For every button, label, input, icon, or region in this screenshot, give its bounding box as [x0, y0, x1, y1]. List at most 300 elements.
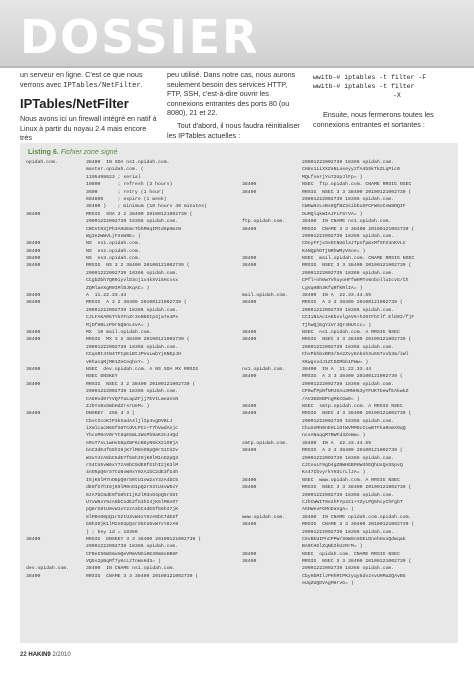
listing-line — [242, 203, 452, 210]
listing-line — [242, 292, 452, 299]
record-owner — [26, 181, 86, 188]
listing-line — [242, 336, 452, 343]
listing-line — [242, 506, 452, 513]
record-owner: 38400 — [26, 211, 41, 217]
record-owner — [242, 455, 302, 462]
listing-line — [26, 248, 232, 255]
record-owner — [242, 307, 302, 314]
record-owner — [242, 344, 302, 351]
text-column-2 — [167, 70, 303, 143]
listing-line — [26, 521, 232, 528]
listing-line — [242, 536, 452, 543]
record-data: RRSIG MX 3 2 38400 20100121002739 ( — [86, 337, 190, 343]
record-owner — [26, 322, 86, 329]
record-data: Ks47IbvyrkYH3crLlJA= ) — [302, 470, 366, 476]
record-data: 20091222002739 18366 opidah.com. — [302, 566, 395, 572]
record-data: master.opidah.com. ( — [86, 167, 144, 173]
record-data: ChuXeMH9nEHLiOtWVMM9cCcwBTFkaRemX9qQ — [302, 426, 406, 432]
record-data: vKhacqNjMK1ZeCeqhxY= ) — [86, 359, 150, 365]
record-owner: 38400 — [242, 522, 257, 528]
record-data: DNSKEY 256 3 3 ( — [86, 411, 135, 417]
record-data: U7vW8xY9zA0bC1dE2fG3hI4jK5lM6nO7 — [86, 499, 179, 505]
record-data: 20091222002739 18366 opidah.com. — [86, 344, 179, 350]
listing-line — [242, 396, 452, 403]
listing-line — [242, 359, 452, 366]
record-data: 38400 IN SOA ns1.opidah.com. — [86, 160, 170, 165]
record-data: CJLFAKARGTYkYFnZr3eN0Stp4ja7e4Ps — [86, 315, 179, 321]
listing-line — [26, 410, 232, 417]
listing-line — [242, 514, 452, 521]
paragraph: Tout d'abord, il nous faudra réinitialiser les IPTables actuelles : — [167, 120, 300, 140]
record-owner — [242, 492, 302, 499]
record-data: AGHWevFGMnDaVgA= ) — [302, 507, 354, 513]
record-data: CWHwHzLsBs6QfBZ3sibbuSFCFWSoCsW8RQIF — [302, 204, 406, 210]
listing-line — [242, 543, 452, 550]
listing-line — [242, 418, 452, 425]
listing-line — [26, 359, 232, 366]
record-owner — [242, 506, 302, 513]
record-data: 20091222002739 18366 opidah.com. — [86, 389, 179, 395]
record-owner: 38400 — [242, 329, 257, 335]
listing-line — [26, 159, 232, 166]
record-owner — [26, 174, 86, 181]
record-data: RRSIG NSEC 3 3 38400 20100121002739 ( — [302, 411, 412, 417]
record-data: 3600 ; retry (1 hour) — [86, 189, 164, 195]
record-owner: dev.opidah.com. — [26, 566, 70, 572]
record-data: K4NQphDTjNRhWMyVSoe= ) — [302, 248, 366, 254]
record-owner — [26, 359, 86, 366]
record-data: RRSIG A 3 2 38400 20100121002739 ( — [86, 300, 187, 306]
section-title: DOSSIER — [20, 10, 260, 64]
listing-line — [26, 418, 232, 425]
record-data: Wg3e2WWVLjFXsW9E= ) — [86, 233, 141, 239]
record-owner: 38400 — [242, 551, 257, 557]
record-data: 20091222002739 18366 opidah.com. — [86, 219, 179, 225]
listing-line — [26, 514, 232, 521]
listing-line — [242, 565, 452, 572]
record-owner — [242, 396, 302, 403]
record-data: dE6fG7hI8jK9lM0nO1pQ2rS3tU4vW5xY — [86, 485, 179, 491]
listing-line — [242, 233, 452, 240]
listing-line — [242, 329, 452, 336]
record-data: CCIiN1Ac1AKbxvlgAV6+h20tFbtlf.ElD02/fjF — [302, 315, 415, 321]
listing-line — [26, 285, 232, 292]
command-line: wwitb-# iptables -t filter -F — [313, 74, 427, 81]
listing-line — [242, 159, 452, 166]
record-data: RRSIG CNAME 3 3 38400 20100121002739 ( — [86, 573, 199, 579]
listing-line — [242, 255, 452, 262]
listing-line — [242, 196, 452, 203]
listing-title: Fichier zone signé — [60, 149, 118, 156]
listing-line — [26, 226, 232, 233]
record-data: RRSIG NSEC 3 3 38400 20100121002739 ( — [302, 559, 412, 565]
record-data: 604800 ; expire (1 week) — [86, 196, 167, 202]
record-data: NSEC ns1.opidah.com. A RRSIG NSEC — [302, 329, 400, 335]
record-owner — [242, 418, 302, 425]
record-owner: 38400 — [242, 256, 257, 262]
listing-line — [26, 344, 232, 351]
record-owner — [26, 277, 86, 284]
record-owner — [242, 381, 302, 388]
record-data: CA6Hvd07YVQ7TaLapZFjj7EVtLmeaVxN — [86, 396, 179, 402]
listing-line — [242, 373, 452, 380]
record-data: 20091222002739 18366 opidah.com. — [302, 455, 395, 461]
listing-line — [242, 174, 452, 181]
record-owner — [26, 307, 86, 314]
record-owner: www.opidah.com. — [242, 514, 286, 520]
listing-line — [26, 529, 232, 536]
listing-line — [26, 573, 232, 580]
listing-line — [242, 366, 452, 373]
record-owner — [242, 469, 302, 476]
listing-line — [26, 277, 232, 284]
listing-line — [26, 174, 232, 181]
record-data: 20091222002739 18366 opidah.com. — [302, 492, 395, 498]
listing-line — [242, 314, 452, 321]
listing-line — [26, 240, 232, 247]
record-data: OuMQlqkWIAJFLFSrVA= ) — [302, 211, 363, 217]
record-data: 10800 ; refresh (3 hours) — [86, 182, 173, 188]
record-owner: 38400 — [242, 300, 257, 306]
record-data: RRSIG SOA 3 2 38400 20100121002739 ( — [86, 211, 193, 217]
listing-line — [26, 396, 232, 403]
record-data: bnC3dE4fG5hI6jK7lM8nO9pQ0rS1tU2v — [86, 448, 179, 454]
record-data: RRSIG DNSKEY 3 3 38400 20100121002739 ( — [86, 536, 202, 542]
listing-line — [242, 248, 452, 255]
record-owner — [242, 248, 302, 255]
listing-line — [242, 403, 452, 410]
record-owner: 38400 — [242, 374, 257, 380]
record-data: CH8o1iiXXZaNLaseyyzfA4b5kTkZLqPic0 — [302, 167, 400, 173]
record-data: 20091222002739 18366 opidah.com. — [86, 270, 179, 276]
record-owner — [26, 558, 86, 565]
record-owner — [242, 285, 302, 292]
record-data: 4nO5pQ6rS7tU8vW9xY0zA1bC2dE3fG4h — [86, 470, 179, 476]
listing-line — [242, 484, 452, 491]
listing-line — [26, 336, 232, 343]
record-data: 20091222002739 18366 opidah.com. — [302, 233, 395, 239]
code-listing — [20, 143, 458, 643]
listing-line — [26, 233, 232, 240]
record-owner: 38400 — [26, 293, 41, 299]
record-owner: 38400 — [26, 381, 41, 387]
record-owner — [26, 543, 86, 550]
record-owner — [242, 233, 302, 240]
record-data: 38400 IN CNAME ns1.opidah.com. — [86, 566, 176, 572]
record-data: 20091222002739 18366 opidah.com. — [302, 270, 395, 276]
record-data: eUqZUQDVAgM6rvG= ) — [302, 581, 354, 587]
record-owner — [242, 565, 302, 572]
listing-line — [242, 344, 452, 351]
record-data: RRSIG NSEC 3 2 38400 20100121002739 ( — [86, 381, 196, 387]
record-data: NS ns2.opidah.com. — [86, 248, 141, 254]
record-data: 20091222002739 18366 opidah.com. — [86, 307, 179, 313]
record-data: 20091222002739 18366 opidah.com. — [302, 160, 395, 165]
listing-line — [242, 462, 452, 469]
record-data: /AV3EEKBPngMkCGw0= ) — [302, 396, 360, 402]
record-owner: 38400 — [242, 337, 257, 343]
inline-code: IPTables/NetFilter — [63, 81, 141, 90]
record-data: MjDfHBLxP9r5Q8nL4vA= ) — [86, 322, 150, 328]
record-owner — [26, 462, 86, 469]
record-owner: mail.opidah.com. — [242, 293, 289, 299]
record-owner — [26, 403, 86, 410]
listing-line — [26, 373, 232, 380]
listing-line — [242, 218, 452, 225]
listing-line — [242, 189, 452, 196]
record-owner: 38400 — [26, 536, 41, 542]
record-owner: 38400 — [26, 300, 41, 306]
record-data: W3xY4zA5bC6dE7fG8hI9jK0lM1nO2pQ3 — [86, 455, 179, 461]
record-data: MQLfoerjYu72UpJlFp= ) — [302, 174, 363, 180]
record-owner: 38400 — [242, 448, 257, 454]
listing-line — [242, 551, 452, 558]
listing-line — [242, 240, 452, 247]
record-owner: 38400 — [242, 403, 257, 409]
listing-line — [26, 211, 232, 218]
listing-line — [26, 166, 232, 173]
record-owner: 38400 — [242, 559, 257, 565]
record-owner — [242, 174, 302, 181]
record-data: BA0tH5lZqNbIkUzRrM= ) — [302, 544, 363, 550]
record-owner: smtp.opidah.com. — [242, 440, 289, 446]
record-owner — [26, 396, 86, 403]
record-owner: 38400 — [242, 182, 257, 188]
record-data: RRSIG A 3 3 38400 20100121002739 ( — [302, 448, 403, 454]
record-owner — [242, 580, 302, 587]
record-owner — [242, 432, 302, 439]
record-data: iXmlcacN65fS6TCdVLPCc+T7hVwdAnjc — [86, 426, 179, 432]
record-owner — [26, 233, 86, 240]
text-column-3 — [313, 70, 453, 132]
magazine-name: HAKIN9 — [28, 652, 51, 658]
listing-line — [26, 189, 232, 196]
record-data: 38400 IN A 11.22.33.44 — [302, 366, 372, 372]
record-owner — [26, 270, 86, 277]
record-owner — [26, 469, 86, 476]
listing-column-right — [242, 159, 452, 588]
paragraph: Nous avons ici un firewall intégré en natif à Linux à partir du noyau 2.4 mais encore très — [20, 114, 157, 143]
listing-line — [26, 506, 232, 513]
listing-line — [26, 181, 232, 188]
record-data: CFBeIS6WSmvmQeVMmVNGi0E30m8oHB8F — [86, 551, 179, 557]
command-line: -X — [393, 92, 401, 99]
listing-line — [26, 536, 232, 543]
listing-line — [26, 462, 232, 469]
record-data: 38400 IN A 22.33.44.55 — [302, 293, 372, 299]
listing-line — [26, 440, 232, 447]
paragraph: peu utilisé. Dans notre cas, nous aurons seulement besoin des services HTTP, FTP, SSH, c'est-à-dire ouvrir les connexions entrantes des ports 80 (ou 8080), 21 et 22. — [167, 70, 296, 118]
listing-line — [242, 580, 452, 587]
record-owner — [26, 514, 86, 521]
paragraph: Ensuite, nous fermerons toutes les connexions entrantes et sortantes : — [313, 110, 434, 129]
record-owner — [242, 425, 302, 432]
record-owner — [26, 484, 86, 491]
listing-line — [242, 307, 452, 314]
listing-line — [26, 551, 232, 558]
listing-line — [26, 218, 232, 225]
record-data: RRSIG CNAME 3 3 38400 20100121002739 ( — [302, 226, 415, 232]
listing-line — [242, 499, 452, 506]
listing-line — [242, 573, 452, 580]
listing-line — [242, 381, 452, 388]
listing-line — [26, 329, 232, 336]
listing-line — [242, 432, 452, 439]
listing-line — [26, 314, 232, 321]
listing-line — [26, 425, 232, 432]
record-data: ChsPbhbxBR3/5e2ZvyKnbnh3u557xvb3m/iWl — [302, 352, 409, 358]
listing-line — [26, 270, 232, 277]
listing-line — [242, 181, 452, 188]
record-data: CP9wfPpNfNMJGnu3MNH53yYFUKTbewfEAkwkZ — [302, 389, 409, 395]
record-owner — [26, 226, 86, 233]
record-data: 38400 ) ; minimum (10 hours 40 minutes) — [86, 204, 207, 210]
record-data: 20091222002739 18366 opidah.com. — [302, 307, 395, 313]
record-data: 8lM9nO0pQ1rS2tU3vW4xY5zA6bC7dE8f — [86, 514, 179, 520]
paragraph — [20, 70, 160, 91]
record-owner: 38400 — [242, 263, 257, 269]
record-owner — [26, 418, 86, 425]
record-data: NSEC smtp.opidah.com. A RRSIG NSEC — [302, 403, 403, 409]
record-data: CbyHbMIlJPHhMtPKzyqy6dvzsvUHMaZQAvBG — [302, 573, 406, 579]
record-owner — [26, 218, 86, 225]
record-data: pQ8rS9tU0vW1xY2zA3bC4dE5fG6hI7jK — [86, 507, 179, 513]
record-owner — [26, 203, 86, 210]
section-banner — [0, 0, 474, 68]
record-owner — [242, 543, 302, 550]
record-data: ZQMlaeXgR0IMlDJKqAC= ) — [86, 285, 150, 291]
record-owner: 38400 — [26, 248, 41, 254]
record-owner — [242, 529, 302, 536]
record-owner: 38400 — [26, 366, 41, 372]
listing-line — [242, 285, 452, 292]
record-data: 20091222002739 18366 opidah.com. — [302, 344, 395, 350]
record-owner — [242, 203, 302, 210]
record-owner: 38400 — [26, 263, 41, 269]
listing-line — [26, 447, 232, 454]
listing-line — [242, 351, 452, 358]
listing-line — [26, 565, 232, 572]
listing-line — [26, 322, 232, 329]
text-column-1 — [20, 70, 160, 146]
record-data: TjhwQjEgYiVrJQr4NUtcc= ) — [302, 322, 372, 328]
record-data: 20091222002739 18366 opidah.com. — [302, 529, 395, 535]
record-data: I5jK6lM7nO8pQ9rS0tU1vW2xY3zA4bC5 — [86, 477, 179, 483]
record-owner — [242, 322, 302, 329]
record-data: 20091222002739 18366 opidah.com. — [86, 544, 179, 550]
record-owner — [242, 166, 302, 173]
listing-line — [26, 558, 232, 565]
record-owner: ns1.opidah.com. — [242, 366, 286, 372]
record-data: 38400 IN CNAME ns1.opidah.com. — [302, 219, 392, 225]
listing-line — [242, 262, 452, 269]
listing-line — [242, 388, 452, 395]
page-number: 22 — [20, 652, 27, 658]
listing-line — [26, 388, 232, 395]
listing-line — [242, 455, 452, 462]
listing-caption — [28, 149, 118, 156]
record-data: CPfl+nh0w7VhuyoHFfWHMTo6nbolluIcvG/Ch — [302, 278, 409, 284]
record-data: CJhCWWIT9e2hFYp3z1+YZyLPQ5hcyChFgbT — [302, 499, 403, 505]
listing-line — [26, 432, 232, 439]
listing-line — [26, 381, 232, 388]
record-data: ) ; key id = 18366 — [86, 529, 138, 535]
record-data: 20091222002739 18366 opidah.com. — [302, 196, 395, 202]
listing-line — [242, 558, 452, 565]
record-owner — [26, 285, 86, 292]
record-data: LgVqHBh3KfqRfKRlIA= ) — [302, 285, 363, 291]
record-data: MX 10 mail.opidah.com. — [86, 329, 153, 335]
record-data: rS4tU5vW6xY7zA8bC9dE0fG1hI2jK3lM — [86, 463, 179, 469]
record-owner — [242, 359, 302, 366]
listing-line — [26, 366, 232, 373]
record-data: RRSIG NSEC 3 3 38400 20100121002739 ( — [302, 263, 412, 269]
record-owner — [242, 314, 302, 321]
record-owner — [26, 440, 86, 447]
record-owner: 38400 — [26, 337, 41, 343]
record-owner — [242, 196, 302, 203]
record-data: NSEC DNSKEY — [86, 374, 118, 380]
record-owner — [242, 462, 302, 469]
record-data: A 11.22.33.44 — [86, 293, 127, 299]
listing-line — [242, 529, 452, 536]
record-data: 38400 IN CNAME opidah.com.opidah.com. — [302, 514, 412, 520]
record-data: CCqsBt4tN4TFtpEiBtJPVuLwbYjKNEpJH — [86, 352, 181, 358]
record-owner: ftp.opidah.com. — [242, 219, 286, 225]
listing-line — [26, 307, 232, 314]
record-owner — [26, 521, 86, 528]
record-owner — [26, 166, 86, 173]
banner-divider — [0, 66, 474, 68]
listing-line — [26, 477, 232, 484]
record-owner: 38400 — [26, 411, 41, 417]
record-owner — [26, 529, 86, 536]
record-owner: 38400 — [242, 411, 257, 417]
record-data: CCgbZbh7QR0iyvlD3oj1x4kXVi5Hcxsx — [86, 278, 179, 284]
listing-line — [26, 299, 232, 306]
paragraph-text: un serveur en ligne. C'est ce que nous verrons avec — [20, 70, 143, 89]
record-data: RRSIG CNAME 3 3 38400 20100121002739 ( — [302, 522, 415, 528]
paragraph-text: . — [140, 79, 143, 89]
record-owner — [242, 211, 302, 218]
record-owner — [26, 506, 86, 513]
listing-line — [26, 499, 232, 506]
record-data: NSEC ftp.opidah.com. CNAME RRSIG NSEC — [302, 182, 412, 188]
record-data: RRSIG NSEC 3 3 38400 20100121002739 ( — [302, 337, 412, 343]
record-owner — [26, 499, 86, 506]
record-owner — [26, 388, 86, 395]
listing-line — [242, 410, 452, 417]
record-owner — [242, 388, 302, 395]
record-owner: 38400 — [242, 189, 257, 195]
listing-line — [242, 440, 452, 447]
record-data: RRSIG NSEC 3 3 38400 20100121002739 ( — [302, 485, 412, 491]
record-data: 20091222002739 18366 opidah.com. — [302, 418, 395, 424]
record-data: 20091222002739 18366 opidah.com. — [302, 381, 395, 387]
record-data: NSEC mail.opidah.com. CNAME RRSIG NSEC — [302, 256, 415, 262]
record-data: NSEC opidah.com. CNAME RRSIG NSEC — [302, 551, 400, 557]
record-owner: opidah.com. — [26, 160, 58, 165]
record-data: RRSIG A 3 3 38400 20100121002739 ( — [302, 374, 403, 380]
listing-line — [242, 492, 452, 499]
listing-line — [242, 322, 452, 329]
listing-line — [26, 262, 232, 269]
record-data: NSEC dev.opidah.com. A NS SOA MX RRSIG — [86, 366, 199, 372]
listing-line — [242, 226, 452, 233]
record-owner: 38400 — [242, 226, 257, 232]
record-owner — [26, 344, 86, 351]
listing-line — [242, 447, 452, 454]
